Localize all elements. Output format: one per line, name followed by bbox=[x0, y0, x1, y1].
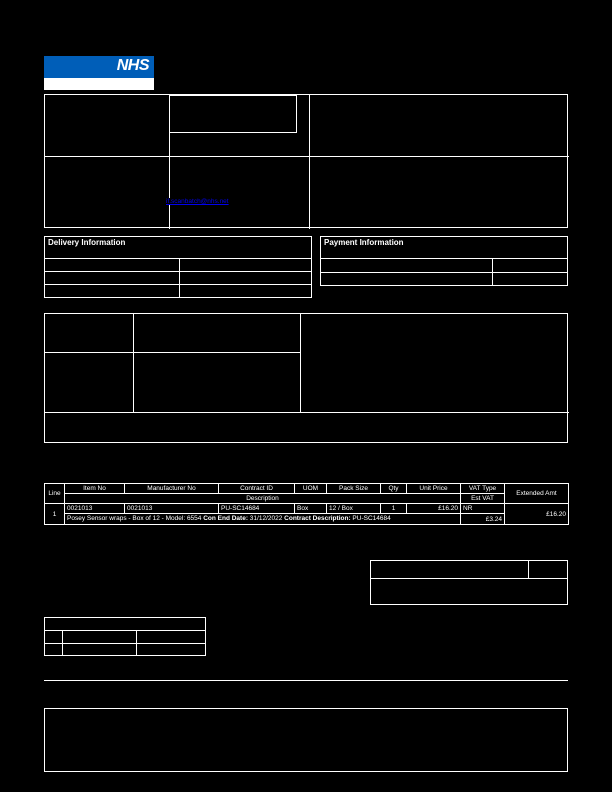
nhs-logo bbox=[44, 56, 154, 90]
order-details-divider-1 bbox=[133, 314, 134, 412]
th-description: Description bbox=[65, 494, 461, 504]
header-divider-3 bbox=[45, 156, 569, 157]
payment-column-divider bbox=[492, 258, 493, 286]
footer-rule bbox=[44, 680, 568, 681]
totals-divider-1 bbox=[370, 578, 568, 579]
summary-divider-1 bbox=[44, 630, 206, 631]
desc-label-con-end-date: Con End Date: bbox=[203, 515, 248, 522]
table-row bbox=[45, 504, 569, 514]
cell-extended-amt: £16.20 bbox=[505, 504, 569, 525]
th-contract-id: Contract ID bbox=[219, 484, 295, 494]
th-manufacturer-no: Manufacturer No bbox=[125, 484, 219, 494]
th-extended-amt: Extended Amt bbox=[505, 484, 569, 504]
delivery-row-divider-3 bbox=[44, 284, 312, 285]
desc-part-2: 31/12/2022 bbox=[248, 515, 285, 522]
footer-box bbox=[44, 708, 568, 772]
cell-est-vat: £3.24 bbox=[461, 514, 505, 525]
th-uom: UOM bbox=[295, 484, 327, 494]
table-row-description bbox=[45, 514, 569, 525]
delivery-column-divider bbox=[179, 258, 180, 298]
table-header-row-2 bbox=[45, 494, 569, 504]
cell-description bbox=[65, 514, 461, 525]
order-details-divider-4 bbox=[45, 412, 569, 413]
order-details-box bbox=[44, 313, 568, 443]
cell-pack-size: 12 / Box bbox=[327, 504, 381, 514]
line-items-table bbox=[44, 483, 568, 525]
totals-box bbox=[370, 560, 568, 605]
header-divider-2 bbox=[309, 95, 310, 229]
cell-manufacturer-no: 0021013 bbox=[125, 504, 219, 514]
th-item-no: Item No bbox=[65, 484, 125, 494]
cell-contract-id: PU-SC14684 bbox=[219, 504, 295, 514]
payment-information-title: Payment Information bbox=[324, 238, 404, 247]
th-vat-type: VAT Type bbox=[461, 484, 505, 494]
cell-item-no: 0021013 bbox=[65, 504, 125, 514]
th-qty: Qty bbox=[381, 484, 407, 494]
order-details-divider-2 bbox=[300, 314, 301, 412]
desc-part-3: PU-SC14684 bbox=[350, 515, 391, 522]
email-link[interactable]: if.scanbatch@nhs.net bbox=[166, 198, 229, 205]
nhs-logo-text: NHS bbox=[116, 57, 149, 74]
delivery-row-divider-2 bbox=[44, 271, 312, 272]
cell-qty: 1 bbox=[381, 504, 407, 514]
desc-label-contract-description: Contract Description: bbox=[284, 515, 351, 522]
cell-unit-price: £16.20 bbox=[407, 504, 461, 514]
totals-divider-2 bbox=[528, 560, 529, 578]
cell-line: 1 bbox=[45, 504, 65, 525]
summary-box bbox=[44, 617, 206, 656]
th-pack-size: Pack Size bbox=[327, 484, 381, 494]
th-est-vat: Est VAT bbox=[461, 494, 505, 504]
desc-part-1: Posey Sensor wraps - Box of 12 - Model: 6554 bbox=[67, 515, 204, 522]
cell-uom: Box bbox=[295, 504, 327, 514]
delivery-row-divider-1 bbox=[44, 258, 312, 259]
th-unit-price: Unit Price bbox=[407, 484, 461, 494]
header-inner-box bbox=[169, 95, 297, 133]
cell-vat-type: NR bbox=[461, 504, 505, 514]
payment-row-divider-2 bbox=[320, 272, 568, 273]
summary-divider-2 bbox=[44, 643, 206, 644]
header-grid bbox=[44, 94, 568, 228]
table-header-row-1 bbox=[45, 484, 569, 494]
summary-divider-4 bbox=[136, 630, 137, 656]
delivery-information-title: Delivery Information bbox=[48, 238, 126, 247]
order-details-divider-3 bbox=[45, 352, 301, 353]
th-line: Line bbox=[45, 484, 65, 504]
summary-divider-3 bbox=[62, 630, 63, 656]
payment-row-divider-1 bbox=[320, 258, 568, 259]
